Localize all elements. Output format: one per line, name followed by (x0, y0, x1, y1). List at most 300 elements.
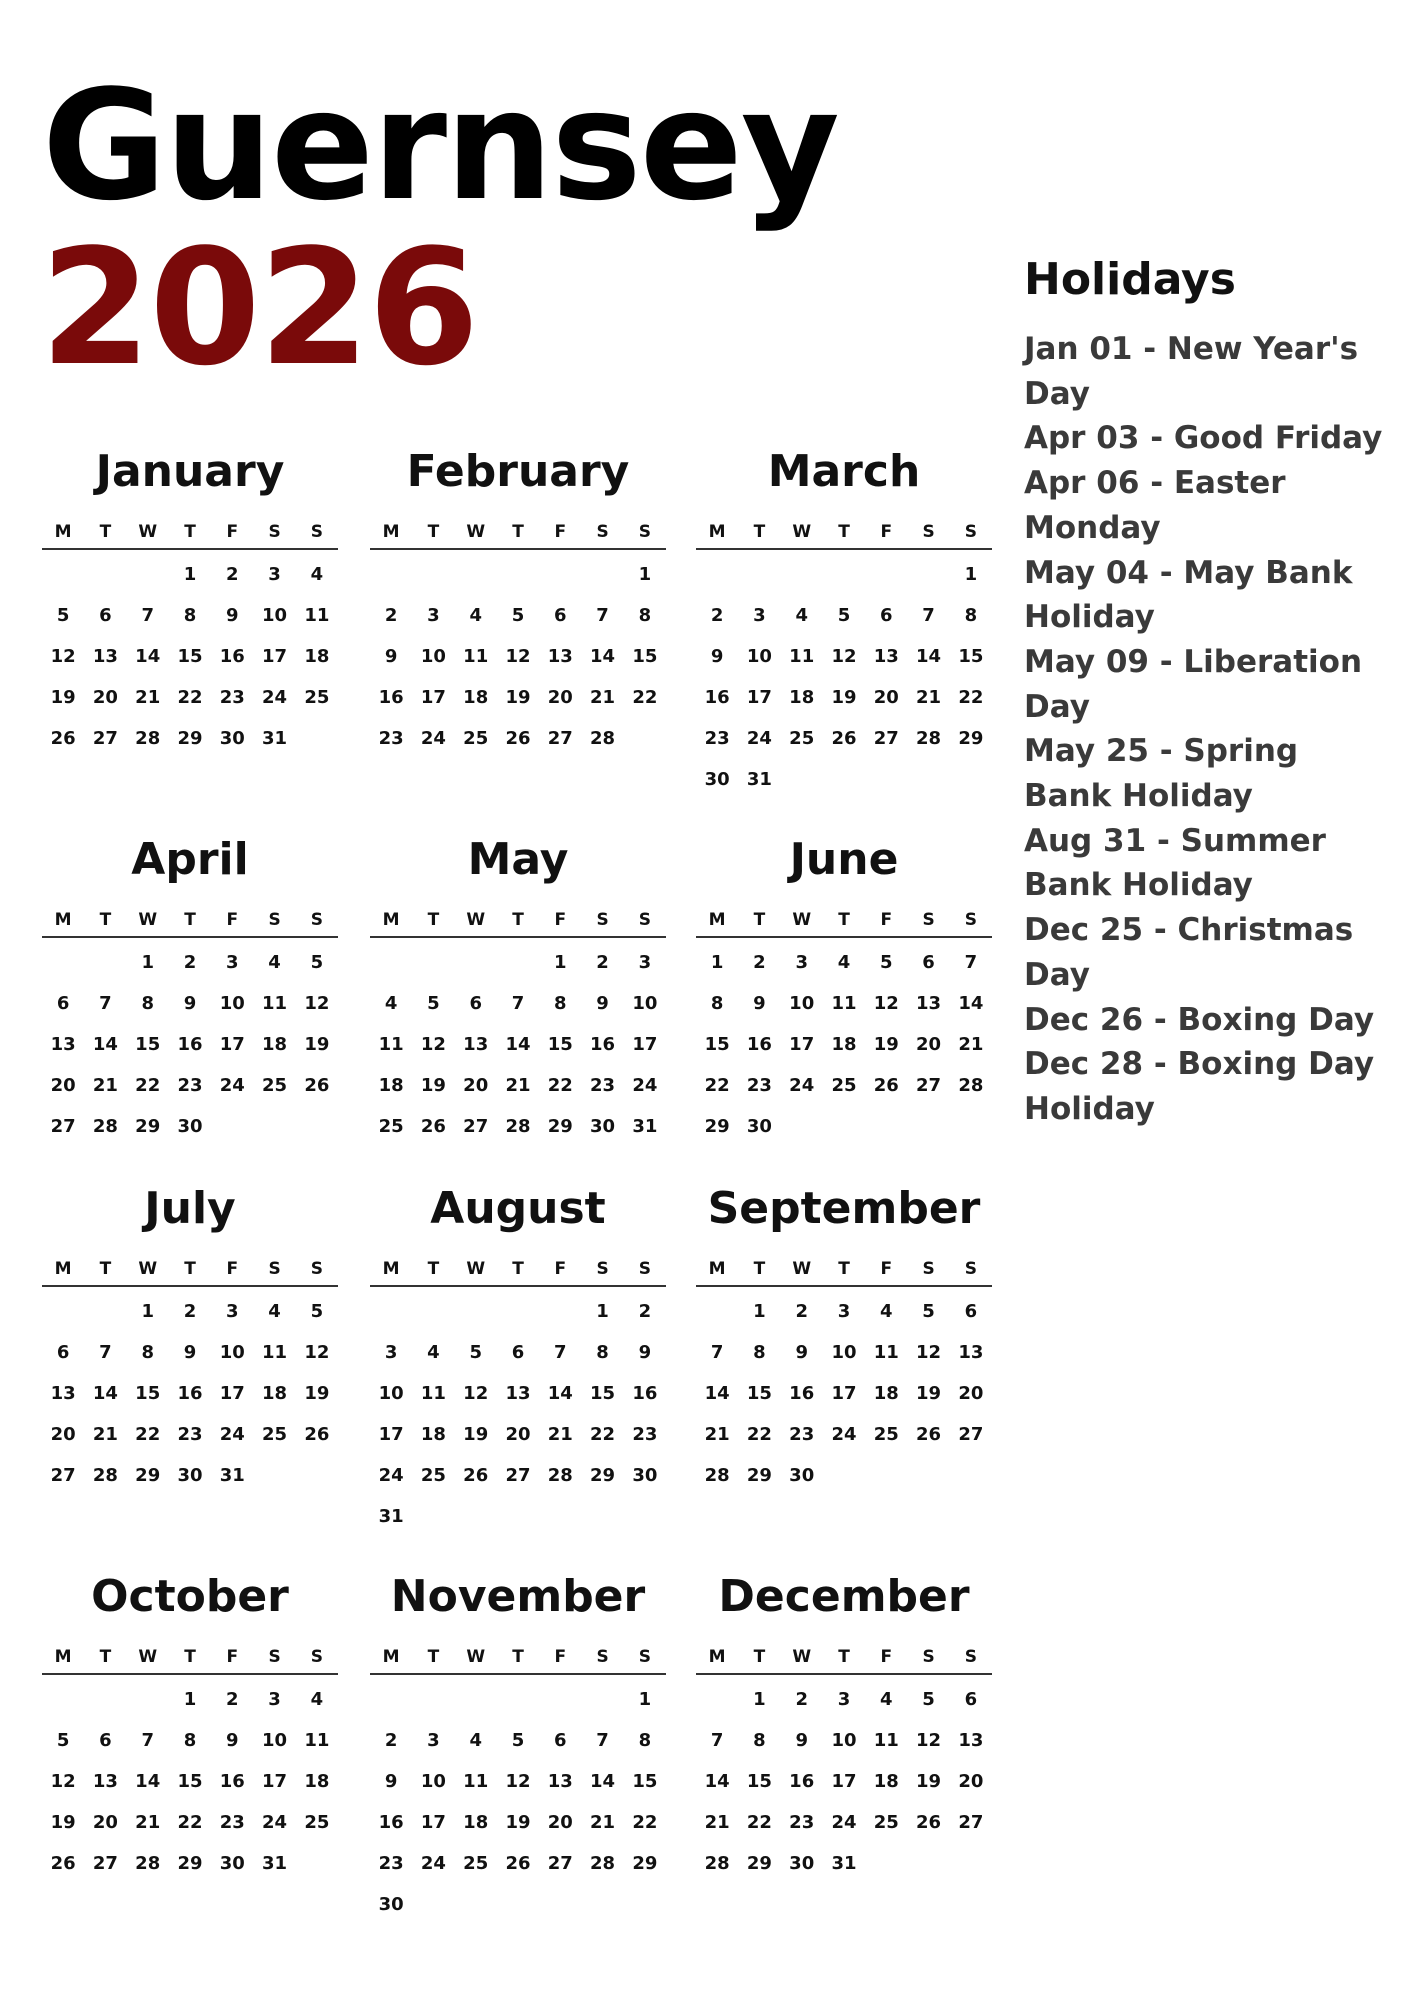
holidays-title: Holidays (1024, 254, 1236, 305)
day-cell: 8 (183, 605, 197, 626)
month-name: October (91, 1571, 289, 1622)
day-cell: 23 (378, 1853, 404, 1874)
day-cell: 29 (135, 1116, 161, 1137)
day-cell: 20 (916, 1034, 942, 1055)
day-cell: 6 (469, 993, 482, 1014)
days-grid (370, 1287, 666, 1543)
day-cell: 25 (378, 1116, 404, 1137)
empty-cell (823, 560, 865, 601)
day-cell: 21 (135, 1812, 161, 1833)
day-cell: 10 (746, 646, 772, 667)
day-cell: 22 (177, 1812, 203, 1833)
day-cell: 28 (92, 1116, 118, 1137)
day-cell: 6 (99, 1730, 112, 1751)
day-cell: 2 (596, 952, 609, 973)
day-cell: 26 (916, 1812, 942, 1833)
day-cell: 28 (135, 1853, 161, 1874)
weekday-label: T (838, 1647, 850, 1667)
day-cell: 18 (463, 1812, 489, 1833)
day-cell: 31 (378, 1506, 404, 1527)
weekday-label: S (310, 522, 323, 542)
day-cell: 9 (226, 605, 239, 626)
day-cell: 15 (135, 1383, 161, 1404)
day-cell: 23 (378, 728, 404, 749)
day-cell: 23 (632, 1424, 658, 1445)
day-cell: 13 (547, 646, 573, 667)
month-name: June (789, 834, 899, 885)
day-cell: 5 (511, 1730, 525, 1751)
day-cell: 29 (590, 1465, 616, 1486)
day-cell: 21 (916, 687, 942, 708)
month-name: July (144, 1183, 236, 1234)
day-cell: 30 (632, 1465, 658, 1486)
day-cell: 23 (704, 728, 730, 749)
day-cell: 12 (831, 646, 857, 667)
empty-cell (412, 560, 454, 601)
day-cell: 31 (632, 1116, 658, 1137)
day-cell: 10 (262, 1730, 288, 1751)
weekday-label: F (880, 910, 893, 930)
empty-cell (42, 1685, 84, 1726)
day-cell: 1 (141, 1301, 154, 1322)
day-cell: 1 (554, 952, 567, 973)
weekday-label: W (138, 1647, 158, 1667)
day-cell: 27 (547, 728, 573, 749)
day-cell: 3 (837, 1301, 851, 1322)
weekday-label: S (310, 910, 323, 930)
day-cell: 29 (177, 1853, 203, 1874)
day-cell: 7 (554, 1342, 567, 1363)
empty-cell (370, 948, 412, 989)
day-cell: 9 (753, 993, 766, 1014)
weekday-header (370, 1259, 666, 1287)
day-cell: 24 (789, 1075, 815, 1096)
weekday-label: T (512, 1259, 524, 1279)
day-cell: 14 (704, 1383, 730, 1404)
empty-cell (539, 560, 581, 601)
weekday-label: T (753, 1647, 766, 1667)
empty-cell (497, 560, 539, 601)
days-grid (696, 1675, 992, 1890)
day-cell: 21 (135, 687, 161, 708)
days-grid (370, 938, 666, 1153)
day-cell: 23 (789, 1424, 815, 1445)
day-cell: 6 (56, 1342, 70, 1363)
month-name: January (95, 446, 285, 497)
month-july (42, 1177, 338, 1502)
day-cell: 23 (177, 1075, 203, 1096)
day-cell: 8 (753, 1342, 766, 1363)
holiday-item: Aug 31 - Summer Bank Holiday (1024, 822, 1326, 904)
day-cell: 24 (262, 1812, 288, 1833)
day-cell: 5 (310, 1301, 324, 1322)
day-cell: 26 (304, 1075, 330, 1096)
weekday-label: S (310, 1259, 323, 1279)
day-cell: 6 (554, 605, 567, 626)
day-cell: 21 (505, 1075, 531, 1096)
weekday-label: S (964, 910, 977, 930)
day-cell: 31 (746, 769, 772, 790)
day-cell: 2 (226, 564, 239, 585)
day-cell: 20 (958, 1771, 984, 1792)
day-cell: 1 (753, 1301, 766, 1322)
weekday-label: S (268, 1259, 281, 1279)
weekday-header (370, 1647, 666, 1675)
days-grid (696, 550, 992, 806)
day-cell: 27 (50, 1465, 76, 1486)
weekday-label: S (964, 522, 977, 542)
day-cell: 25 (262, 1075, 288, 1096)
day-cell: 18 (831, 1034, 857, 1055)
holiday-item: Dec 28 - Boxing Day Holiday (1024, 1046, 1375, 1127)
day-cell: 11 (873, 1342, 899, 1363)
weekday-label: F (226, 1259, 239, 1279)
day-cell: 3 (795, 952, 808, 973)
weekday-label: S (596, 1647, 609, 1667)
day-cell: 1 (753, 1689, 766, 1710)
day-cell: 3 (226, 1301, 239, 1322)
day-cell: 6 (511, 1342, 525, 1363)
day-cell: 4 (880, 1689, 893, 1710)
day-cell: 12 (304, 993, 330, 1014)
holidays-panel (1024, 254, 1394, 1132)
day-cell: 16 (704, 687, 730, 708)
day-cell: 24 (831, 1424, 857, 1445)
day-cell: 26 (873, 1075, 899, 1096)
month-name: February (406, 446, 630, 497)
day-cell: 16 (177, 1034, 203, 1055)
days-grid (42, 938, 338, 1153)
weekday-label: T (753, 522, 766, 542)
day-cell: 2 (710, 605, 724, 626)
day-cell: 17 (420, 1812, 446, 1833)
day-cell: 12 (50, 646, 76, 667)
day-cell: 1 (183, 1689, 197, 1710)
day-cell: 9 (183, 993, 197, 1014)
day-cell: 9 (710, 646, 724, 667)
day-cell: 25 (873, 1812, 899, 1833)
weekday-label: T (838, 910, 850, 930)
day-cell: 25 (262, 1424, 288, 1445)
month-september (696, 1177, 992, 1502)
weekday-label: S (268, 522, 281, 542)
weekday-label: T (99, 522, 112, 542)
day-cell: 21 (547, 1424, 573, 1445)
day-cell: 7 (141, 1730, 154, 1751)
holiday-item: Dec 26 - Boxing Day (1024, 1001, 1375, 1038)
day-cell: 17 (420, 687, 446, 708)
day-cell: 10 (632, 993, 658, 1014)
day-cell: 29 (632, 1853, 658, 1874)
empty-cell (412, 1685, 454, 1726)
day-cell: 18 (789, 687, 815, 708)
weekday-label: M (708, 910, 726, 930)
day-cell: 24 (420, 728, 446, 749)
day-cell: 14 (92, 1034, 118, 1055)
day-cell: 3 (753, 605, 766, 626)
day-cell: 1 (596, 1301, 609, 1322)
day-cell: 10 (789, 993, 815, 1014)
weekday-header (42, 1259, 338, 1287)
day-cell: 30 (177, 1116, 203, 1137)
day-cell: 12 (916, 1730, 942, 1751)
weekday-label: F (554, 1259, 567, 1279)
holiday-item: Apr 06 - Easter Monday (1024, 465, 1286, 546)
holiday-item: May 09 - Liberation Day (1024, 643, 1363, 725)
weekday-label: W (792, 910, 812, 930)
day-cell: 28 (590, 1853, 616, 1874)
empty-cell (370, 1685, 412, 1726)
weekday-label: S (638, 1647, 651, 1667)
day-cell: 27 (463, 1116, 489, 1137)
day-cell: 27 (958, 1424, 984, 1445)
weekday-header (370, 910, 666, 938)
month-name: April (131, 834, 249, 885)
day-cell: 25 (789, 728, 815, 749)
day-cell: 13 (92, 646, 118, 667)
day-cell: 1 (710, 952, 724, 973)
empty-cell (42, 948, 84, 989)
day-cell: 4 (880, 1301, 893, 1322)
day-cell: 9 (795, 1342, 808, 1363)
day-cell: 12 (916, 1342, 942, 1363)
day-cell: 16 (590, 1034, 616, 1055)
day-cell: 21 (590, 1812, 616, 1833)
day-cell: 3 (427, 605, 440, 626)
day-cell: 20 (92, 687, 118, 708)
day-cell: 28 (547, 1465, 573, 1486)
day-cell: 5 (511, 605, 525, 626)
day-cell: 13 (958, 1342, 984, 1363)
empty-cell (84, 1685, 126, 1726)
day-cell: 20 (92, 1812, 118, 1833)
weekday-label: S (596, 1259, 609, 1279)
empty-cell (84, 560, 126, 601)
weekday-label: S (922, 1647, 935, 1667)
day-cell: 3 (226, 952, 239, 973)
day-cell: 30 (219, 728, 245, 749)
day-cell: 29 (177, 728, 203, 749)
weekday-header (696, 1647, 992, 1675)
day-cell: 4 (795, 605, 808, 626)
day-cell: 17 (746, 687, 772, 708)
day-cell: 8 (596, 1342, 609, 1363)
day-cell: 14 (547, 1383, 573, 1404)
weekday-label: W (792, 1259, 812, 1279)
day-cell: 31 (831, 1853, 857, 1874)
empty-cell (539, 1297, 581, 1338)
weekday-label: W (466, 910, 486, 930)
day-cell: 8 (141, 1342, 154, 1363)
weekday-label: M (708, 1259, 726, 1279)
day-cell: 13 (50, 1383, 76, 1404)
day-cell: 4 (837, 952, 851, 973)
empty-cell (497, 948, 539, 989)
day-cell: 18 (304, 1771, 330, 1792)
day-cell: 2 (183, 952, 197, 973)
day-cell: 26 (420, 1116, 446, 1137)
day-cell: 11 (304, 1730, 330, 1751)
day-cell: 3 (384, 1342, 398, 1363)
day-cell: 14 (704, 1771, 730, 1792)
weekday-label: S (596, 522, 609, 542)
weekday-label: T (184, 910, 196, 930)
days-grid (42, 550, 338, 765)
empty-cell (781, 560, 823, 601)
holiday-item: Apr 03 - Good Friday (1024, 420, 1383, 457)
day-cell: 24 (219, 1424, 245, 1445)
holidays-list (1024, 327, 1394, 1132)
weekday-label: M (382, 522, 400, 542)
weekday-label: M (54, 910, 72, 930)
day-cell: 23 (590, 1075, 616, 1096)
day-cell: 16 (219, 646, 245, 667)
day-cell: 15 (632, 1771, 658, 1792)
weekday-label: T (184, 522, 196, 542)
day-cell: 17 (219, 1034, 245, 1055)
day-cell: 13 (547, 1771, 573, 1792)
day-cell: 19 (916, 1383, 942, 1404)
calendar-year: 2026 (40, 214, 478, 401)
day-cell: 30 (789, 1853, 815, 1874)
day-cell: 10 (831, 1342, 857, 1363)
day-cell: 14 (505, 1034, 531, 1055)
empty-cell (84, 1297, 126, 1338)
day-cell: 26 (916, 1424, 942, 1445)
day-cell: 22 (135, 1075, 161, 1096)
day-cell: 11 (304, 605, 330, 626)
empty-cell (738, 560, 780, 601)
day-cell: 14 (590, 1771, 616, 1792)
day-cell: 28 (590, 728, 616, 749)
day-cell: 8 (753, 1730, 766, 1751)
day-cell: 16 (378, 1812, 404, 1833)
month-name: August (430, 1183, 606, 1234)
day-cell: 23 (177, 1424, 203, 1445)
day-cell: 13 (92, 1771, 118, 1792)
day-cell: 28 (958, 1075, 984, 1096)
day-cell: 21 (590, 687, 616, 708)
day-cell: 2 (753, 952, 766, 973)
weekday-label: F (554, 910, 567, 930)
day-cell: 25 (463, 728, 489, 749)
day-cell: 8 (183, 1730, 197, 1751)
weekday-label: T (512, 522, 524, 542)
day-cell: 27 (547, 1853, 573, 1874)
empty-cell (696, 1297, 738, 1338)
day-cell: 16 (219, 1771, 245, 1792)
day-cell: 10 (378, 1383, 404, 1404)
day-cell: 6 (56, 993, 70, 1014)
weekday-label: T (838, 522, 850, 542)
day-cell: 30 (704, 769, 730, 790)
day-cell: 16 (177, 1383, 203, 1404)
day-cell: 9 (384, 1771, 398, 1792)
day-cell: 8 (554, 993, 567, 1014)
day-cell: 30 (746, 1116, 772, 1137)
day-cell: 5 (310, 952, 324, 973)
day-cell: 14 (590, 646, 616, 667)
weekday-label: T (99, 1647, 112, 1667)
weekday-label: S (310, 1647, 323, 1667)
day-cell: 2 (183, 1301, 197, 1322)
day-cell: 1 (964, 564, 978, 585)
day-cell: 15 (632, 646, 658, 667)
day-cell: 11 (831, 993, 857, 1014)
weekday-label: T (99, 1259, 112, 1279)
day-cell: 25 (304, 1812, 330, 1833)
empty-cell (497, 1297, 539, 1338)
day-cell: 24 (262, 687, 288, 708)
weekday-label: T (427, 1259, 440, 1279)
weekday-label: F (880, 522, 893, 542)
month-name: November (390, 1571, 646, 1622)
weekday-label: M (708, 1647, 726, 1667)
day-cell: 18 (463, 687, 489, 708)
weekday-label: S (922, 522, 935, 542)
day-cell: 10 (420, 1771, 446, 1792)
day-cell: 24 (378, 1465, 404, 1486)
empty-cell (455, 1297, 497, 1338)
day-cell: 16 (789, 1771, 815, 1792)
day-cell: 18 (304, 646, 330, 667)
day-cell: 20 (547, 1812, 573, 1833)
day-cell: 20 (958, 1383, 984, 1404)
day-cell: 20 (547, 687, 573, 708)
weekday-label: M (382, 1647, 400, 1667)
month-february (370, 440, 666, 765)
day-cell: 22 (704, 1075, 730, 1096)
empty-cell (539, 1685, 581, 1726)
day-cell: 19 (463, 1424, 489, 1445)
day-cell: 11 (463, 1771, 489, 1792)
day-cell: 28 (704, 1465, 730, 1486)
day-cell: 17 (219, 1383, 245, 1404)
day-cell: 27 (916, 1075, 942, 1096)
empty-cell (412, 948, 454, 989)
day-cell: 30 (219, 1853, 245, 1874)
day-cell: 18 (873, 1383, 899, 1404)
weekday-label: F (880, 1647, 893, 1667)
empty-cell (42, 1297, 84, 1338)
day-cell: 19 (505, 1812, 531, 1833)
day-cell: 20 (50, 1075, 76, 1096)
day-cell: 20 (50, 1424, 76, 1445)
day-cell: 23 (219, 1812, 245, 1833)
day-cell: 1 (638, 564, 652, 585)
day-cell: 4 (469, 1730, 482, 1751)
day-cell: 7 (511, 993, 525, 1014)
weekday-label: W (138, 1259, 158, 1279)
day-cell: 7 (99, 993, 112, 1014)
day-cell: 30 (789, 1465, 815, 1486)
day-cell: 23 (219, 687, 245, 708)
day-cell: 7 (922, 605, 935, 626)
weekday-label: W (466, 522, 486, 542)
weekday-label: M (54, 1647, 72, 1667)
day-cell: 28 (505, 1116, 531, 1137)
empty-cell (581, 1685, 623, 1726)
empty-cell (455, 1685, 497, 1726)
holiday-item: May 25 - Spring Bank Holiday (1024, 733, 1299, 815)
day-cell: 13 (916, 993, 942, 1014)
day-cell: 4 (310, 1689, 324, 1710)
weekday-label: T (512, 1647, 524, 1667)
day-cell: 20 (873, 687, 899, 708)
day-cell: 13 (50, 1034, 76, 1055)
day-cell: 30 (177, 1465, 203, 1486)
day-cell: 29 (704, 1116, 730, 1137)
